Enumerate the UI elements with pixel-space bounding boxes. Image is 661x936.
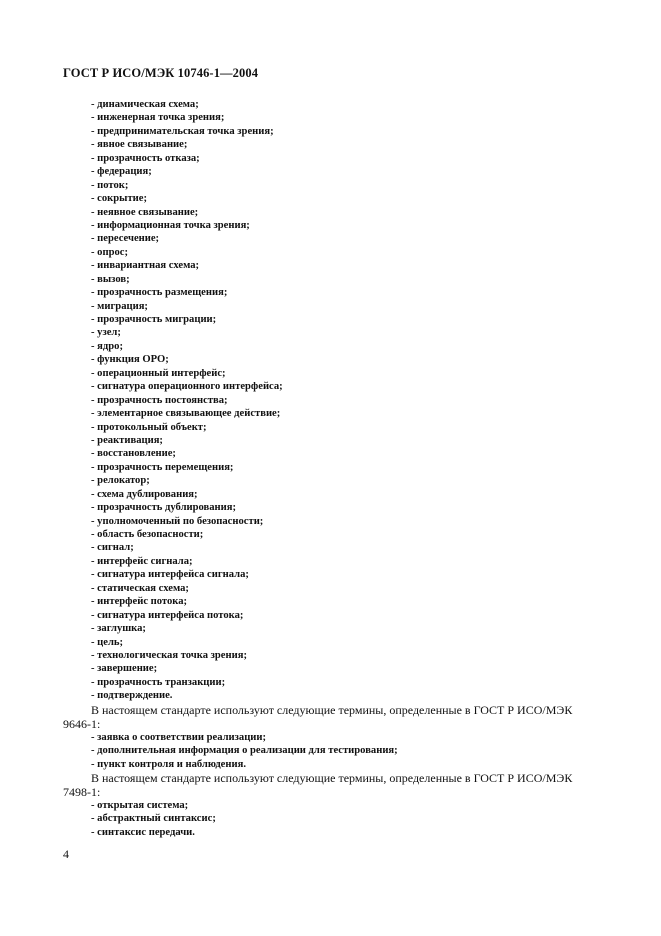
list-item: - сигнатура интерфейса сигнала; [91,569,249,581]
list-item: - прозрачность дублирования; [91,502,237,514]
paragraph-line-continuation: 7498-1: [63,785,101,799]
list-item: - инженерная точка зрения; [91,112,225,124]
list-item: - интерфейс потока; [91,596,188,608]
list-item: - элементарное связывающее действие; [91,408,281,420]
list-item: - прозрачность транзакции; [91,676,226,688]
list-item: - неявное связывание; [91,206,199,218]
list-item: - поток; [91,179,129,191]
list-item: - федерация; [91,166,152,178]
paragraph-iso-9646 [63,702,611,731]
list-item: - заявка о соответствии реализации; [91,731,267,743]
list-item: - синтаксис передачи. [91,826,195,838]
list-item: - предпринимательская точка зрения; [91,125,274,137]
list-item: - сигнатура операционного интерфейса; [91,381,283,393]
list-item: - интерфейс сигнала; [91,555,193,567]
list-item: - вызов; [91,273,130,285]
list-item: - опрос; [91,246,128,258]
list-item: - ядро; [91,340,123,352]
list-item: - информационная точка зрения; [91,219,250,231]
paragraph-line-continuation: 9646-1: [63,716,101,731]
list-item: - сигнал; [91,542,134,554]
list-item: - прозрачность отказа; [91,152,200,164]
list-item: - динамическая схема; [91,99,199,110]
page-header: ГОСТ Р ИСО/МЭК 10746-1—2004 [63,66,259,80]
list-item: - завершение; [91,663,158,675]
list-item: - технологическая точка зрения; [91,649,247,661]
list-item: - пункт контроля и наблюдения. [91,758,246,770]
list-item: - реактивация; [91,434,163,446]
term-list-7498 [91,799,611,839]
list-item: - подтверждение. [91,690,173,702]
list-item: - прозрачность постоянства; [91,394,228,406]
page-number: 4 [63,847,69,861]
list-item: - сигнатура интерфейса потока; [91,609,244,621]
list-item: - функция ОРО; [91,354,169,366]
paragraph-line: В настоящем стандарте используют следующие термины, определенные в ГОСТ Р ИСО/МЭК [91,771,573,785]
list-item: - операционный интерфейс; [91,367,226,379]
term-list-9646 [91,731,611,771]
list-item: - абстрактный синтаксис; [91,813,216,825]
list-item: - узел; [91,327,121,339]
term-list-main [91,98,611,703]
paragraph-iso-7498 [63,771,611,799]
list-item: - инвариантная схема; [91,260,200,272]
list-item: - восстановление; [91,448,176,460]
terms-block [63,98,611,839]
list-item: - дополнительная информация о реализации для тестирования; [91,745,398,757]
list-item: - цель; [91,636,124,648]
paragraph-line: В настоящем стандарте используют следующие термины, определенные в ГОСТ Р ИСО/МЭК [91,702,573,717]
list-item: - уполномоченный по безопасности; [91,515,264,527]
list-item: - сокрытие; [91,193,147,205]
list-item: - открытая система; [91,800,189,811]
list-item: - протокольный объект; [91,421,207,433]
list-item: - пересечение; [91,233,160,245]
list-item: - прозрачность перемещения; [91,461,234,473]
list-item: - миграция; [91,300,148,312]
list-item: - статическая схема; [91,582,189,594]
list-item: - прозрачность размещения; [91,287,228,299]
list-item: - область безопасности; [91,529,204,540]
list-item: - прозрачность миграции; [91,314,217,325]
list-item: - схема дублирования; [91,488,198,500]
list-item: - заглушка; [91,623,146,635]
list-item: - явное связывание; [91,139,188,151]
list-item: - релокатор; [91,475,150,487]
